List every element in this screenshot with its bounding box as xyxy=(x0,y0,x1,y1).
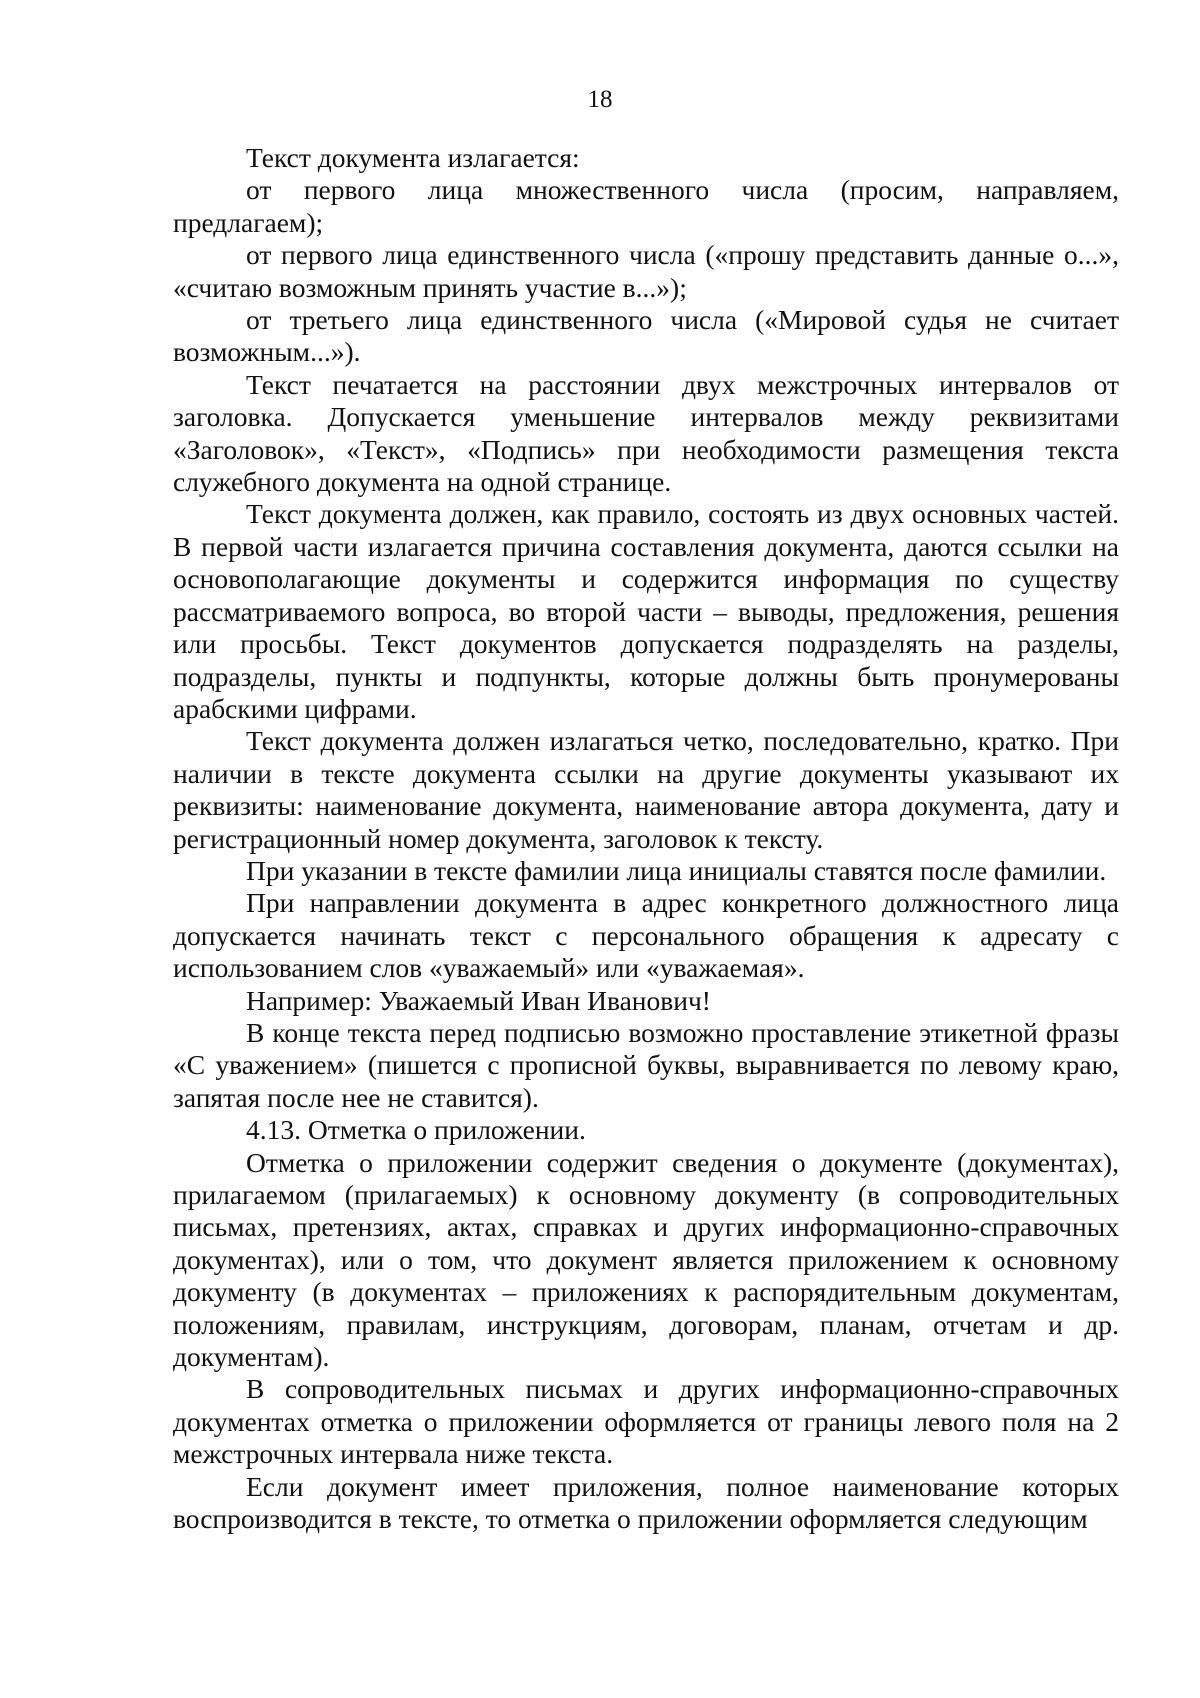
section-heading-4-13: 4.13. Отметка о приложении. xyxy=(246,1114,586,1146)
paragraph-text-structure: Текст документа должен, как правило, состоять из двух основных частей. В первой части излагается причина составления документа, даются ссылки на основополагающие документы и содержится информация по существу рассматриваемого вопроса, во второй части – выводы, предложения, решения или просьбы. Текст документов допускается подразделять на разделы, подразделы, пункты и подпункты, которые должны быть пронумерованы арабскими цифрами. xyxy=(173,498,1119,724)
paragraph-closing-phrase: В конце текста перед подписью возможно проставление этикетной фразы «С уважением» (пишется с прописной буквы, выравнивается по левому краю, запятая после нее не ставится). xyxy=(173,1016,1119,1113)
paragraph-text-spacing: Текст печатается на расстоянии двух межстрочных интервалов от заголовка. Допускается уменьшение интервалов между реквизитами «Заголовок», «Текст», «Подпись» при необходимости размещения текста служебного документа на одной странице. xyxy=(173,368,1119,498)
paragraph-attachment-placement: В сопроводительных письмах и других информационно-справочных документах отметка о приложении оформляется от границы левого поля на 2 межстрочных интервала ниже текста. xyxy=(173,1373,1119,1470)
paragraph-text-style: Текст документа должен излагаться четко, последовательно, кратко. При наличии в тексте документа ссылки на другие документы указывают их реквизиты: наименование документа, наименование автора документа, дату и регистрационный номер документа, заголовок к тексту. xyxy=(173,725,1119,854)
paragraph-personal-address: При направлении документа в адрес конкретного должностного лица допускается начинать текст с персонального обращения к адресату с использованием слов «уважаемый» или «уважаемая». xyxy=(173,887,1119,984)
paragraph-example-greeting: Например: Уважаемый Иван Иванович! xyxy=(246,984,711,1016)
paragraph-third-person-singular: от третьего лица единственного числа («Мировой судья не считает возможным...»). xyxy=(173,304,1119,368)
page-number: 18 xyxy=(587,86,613,113)
paragraph-first-person-singular: от первого лица единственного числа («прошу представить данные о...», «считаю возможным принять участие в...»); xyxy=(173,239,1119,303)
paragraph-initials: При указании в тексте фамилии лица инициалы ставятся после фамилии. xyxy=(246,854,1107,886)
document-body xyxy=(173,142,1119,1535)
paragraph-attachment-info: Отметка о приложении содержит сведения о документе (документах), прилагаемом (прилагаемых) к основному документу (в сопроводительных письмах, претензиях, актах, справках и других информационно-справочных документах), или о том, что документ является приложением к основному документу (в документах – приложениях к распорядительным документам, положениям, правилам, инструкциям, договорам, планам, отчетам и др. документам). xyxy=(173,1146,1119,1373)
paragraph-text-intro: Текст документа излагается: xyxy=(246,142,580,173)
paragraph-first-person-plural: от первого лица множественного числа (просим, направляем, предлагаем); xyxy=(173,174,1119,238)
paragraph-attachment-format: Если документ имеет приложения, полное наименование которых воспроизводится в тексте, то отметка о приложении оформляется следующим xyxy=(173,1470,1119,1535)
